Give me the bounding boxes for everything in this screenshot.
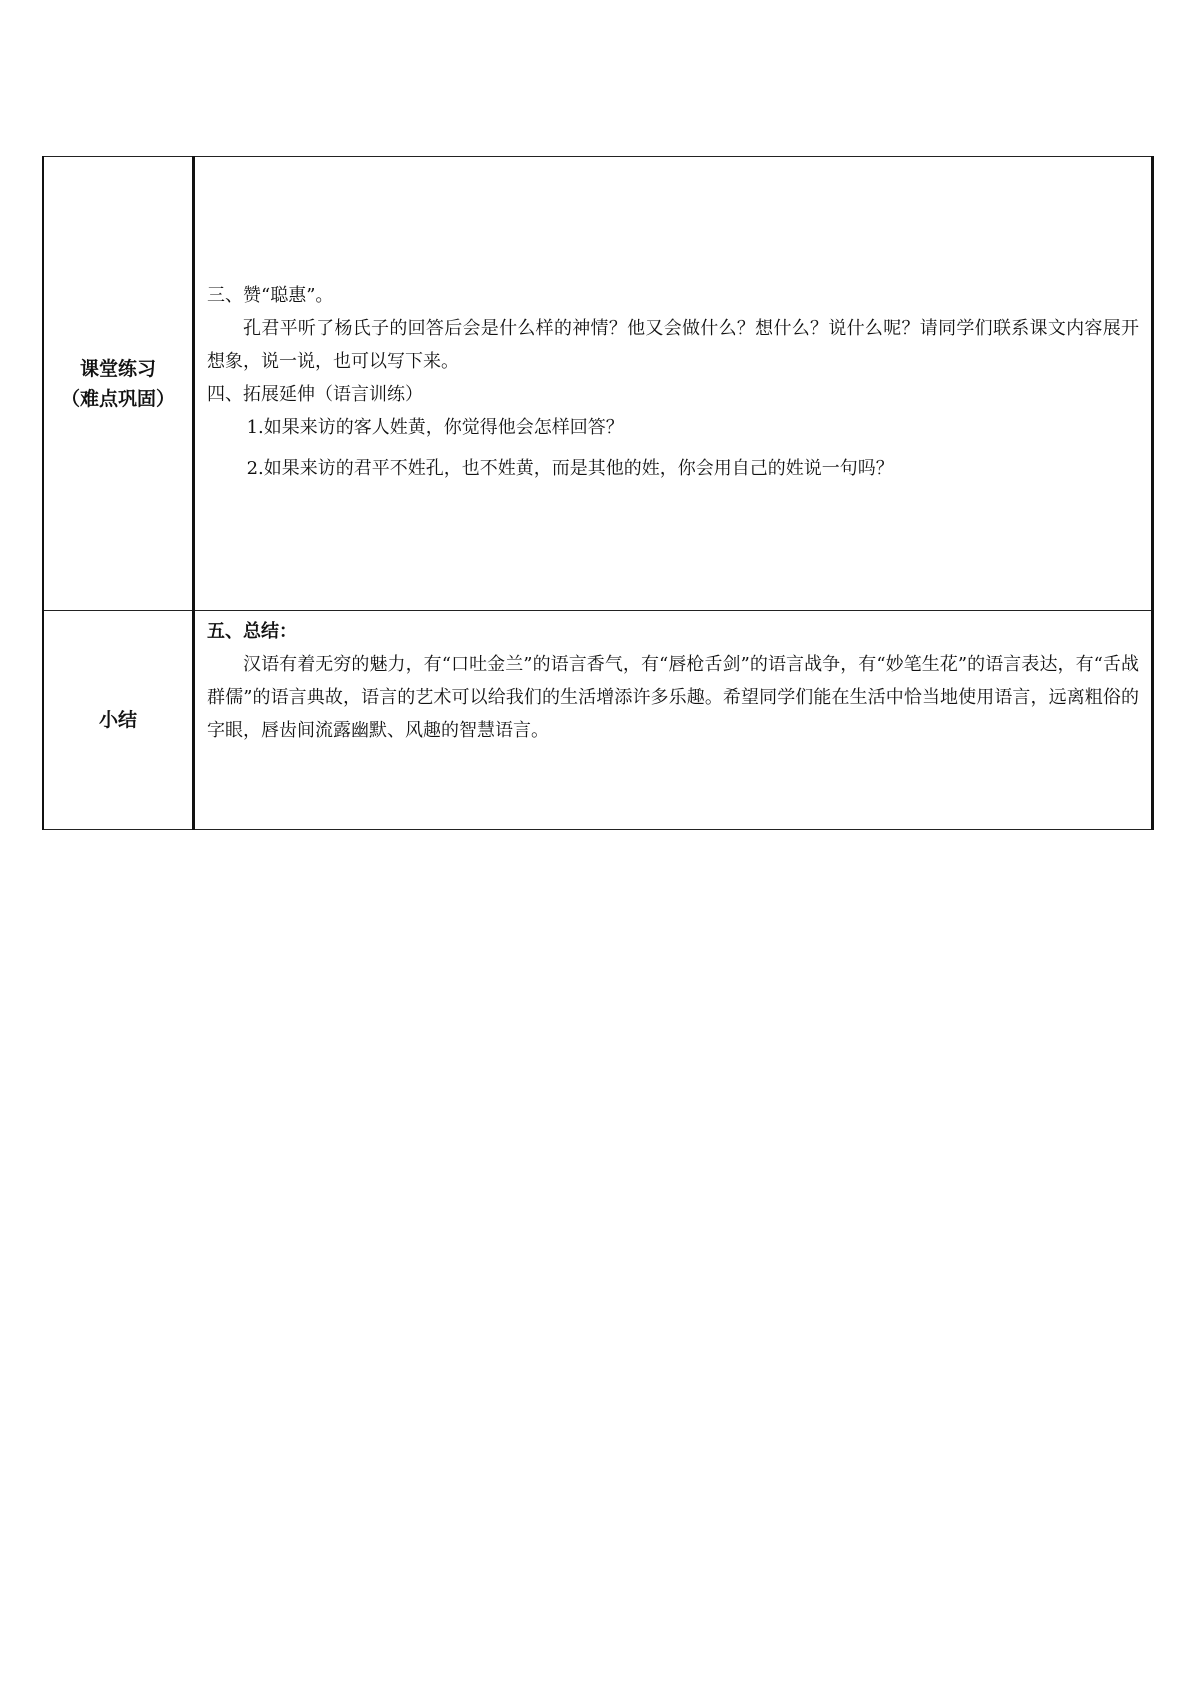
table-row-summary <box>43 611 1153 830</box>
section5-paragraph: 汉语有着无穷的魅力，有“口吐金兰”的语言香气，有“唇枪舌剑”的语言战争，有“妙笔生花”的语言表达，有“舌战群儒”的语言典故，语言的艺术可以给我们的生活增添许多乐趣。希望同学们能在生活中恰当地使用语言，远离粗俗的字眼，唇齿间流露幽默、风趣的智慧语言。 <box>207 654 1139 741</box>
question-2: 2.如果来访的君平不姓孔，也不姓黄，而是其他的姓，你会用自己的姓说一句吗？ <box>246 458 894 479</box>
summary-label-cell <box>43 611 194 830</box>
practice-label-title: 课堂练习 <box>79 357 156 380</box>
section5-heading: 五、总结： <box>207 621 297 642</box>
lesson-plan-table <box>42 156 1154 830</box>
section3-heading: 三、赞“聪惠”。 <box>207 285 334 306</box>
question-1: 1.如果来访的客人姓黄，你觉得他会怎样回答？ <box>246 417 624 438</box>
practice-label-subtitle: （难点巩固） <box>60 387 175 410</box>
summary-label: 小结 <box>98 709 137 731</box>
section4-heading: 四、拓展延伸（语言训练） <box>207 384 423 405</box>
practice-label-cell <box>43 157 194 611</box>
practice-content-cell <box>194 157 1153 611</box>
section3-paragraph: 孔君平听了杨氏子的回答后会是什么样的神情？他又会做什么？想什么？说什么呢？请同学们联系课文内容展开想象，说一说，也可以写下来。 <box>207 318 1139 372</box>
summary-content-cell <box>194 611 1153 830</box>
table-row-practice <box>43 157 1153 611</box>
